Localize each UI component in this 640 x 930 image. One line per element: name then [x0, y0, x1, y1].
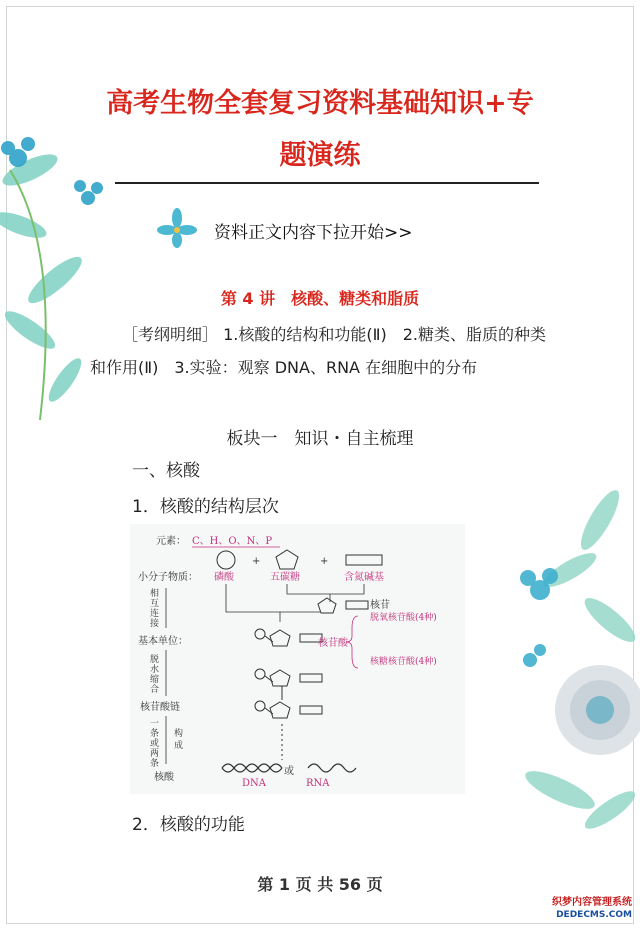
flower-icon — [155, 206, 200, 251]
page-number: 第 1 页 共 56 页 — [257, 875, 383, 894]
plus-1: + — [252, 556, 261, 567]
label-elements-value: C、H、O、N、P — [192, 536, 273, 547]
label-compose-2: 成 — [174, 741, 184, 751]
label-deoxy-nucleotide: 脱氧核苷酸(4种) — [370, 613, 437, 623]
watermark-line-1: 织梦内容管理系统 — [552, 897, 632, 908]
title-line-1: 高考生物全套复习资料基础知识+专 — [106, 88, 534, 119]
heading-function: 2．核酸的功能 — [132, 815, 245, 835]
title-line-2: 题演练 — [279, 140, 361, 171]
label-small-molecule: 小分子物质： — [138, 572, 198, 583]
label-nucleotide: 核苷酸 — [318, 638, 348, 649]
flower-decoration-right — [500, 460, 640, 840]
watermark — [522, 896, 632, 922]
label-link-1: 相 — [150, 589, 160, 599]
label-dehydrate-1: 脱 — [150, 655, 160, 665]
label-dehydrate-2: 水 — [150, 665, 160, 675]
label-link-4: 接 — [150, 619, 160, 629]
label-strands-1: 一 — [150, 719, 160, 729]
document-title — [40, 78, 600, 182]
label-strands-4: 两 — [150, 749, 160, 759]
section-title: 板块一 知识・自主梳理 — [226, 429, 414, 449]
label-strands-3: 或 — [150, 739, 160, 749]
watermark-line-2: DEDECMS.COM — [556, 910, 632, 920]
label-pentose: 五碳糖 — [270, 572, 300, 583]
label-strands-5: 条 — [150, 759, 160, 769]
label-dehydrate-4: 合 — [150, 685, 160, 695]
heading-structure-levels: 1．核酸的结构层次 — [132, 497, 279, 517]
lead-text: 资料正文内容下拉开始>> — [214, 223, 413, 243]
label-nucleoside: 核苷 — [370, 600, 390, 611]
label-chain: 核苷酸链 — [140, 702, 180, 713]
label-dna: DNA — [242, 778, 266, 789]
label-dehydrate-3: 缩 — [150, 675, 160, 685]
outline-paragraph: ［考纲明细］ 1.核酸的结构和功能(Ⅱ) 2.糖类、脂质的种类和作用(Ⅱ) 3.实验：观察 DNA、RNA 在细胞中的分布 — [90, 325, 546, 377]
lecture-title: 第 4 讲 核酸、糖类和脂质 — [220, 289, 420, 308]
label-phosphate: 磷酸 — [214, 572, 234, 583]
label-link-2: 互 — [150, 599, 160, 609]
label-link-3: 连 — [150, 609, 160, 619]
label-strands-2: 条 — [150, 729, 160, 739]
label-compose-1: 构 — [174, 729, 184, 739]
label-nucleic-acid: 核酸 — [154, 772, 174, 783]
label-rna: RNA — [306, 778, 330, 789]
label-basic-unit: 基本单位： — [138, 636, 188, 647]
label-ribo-nucleotide: 核糖核苷酸(4种) — [370, 657, 437, 667]
label-base: 含氮碱基 — [344, 572, 384, 583]
heading-nucleic-acid: 一、核酸 — [132, 461, 200, 481]
title-divider — [115, 182, 539, 184]
label-elements: 元素： — [156, 536, 186, 547]
nucleic-acid-structure-diagram — [130, 524, 465, 794]
label-or: 或 — [284, 766, 294, 777]
plus-2: + — [320, 556, 329, 567]
